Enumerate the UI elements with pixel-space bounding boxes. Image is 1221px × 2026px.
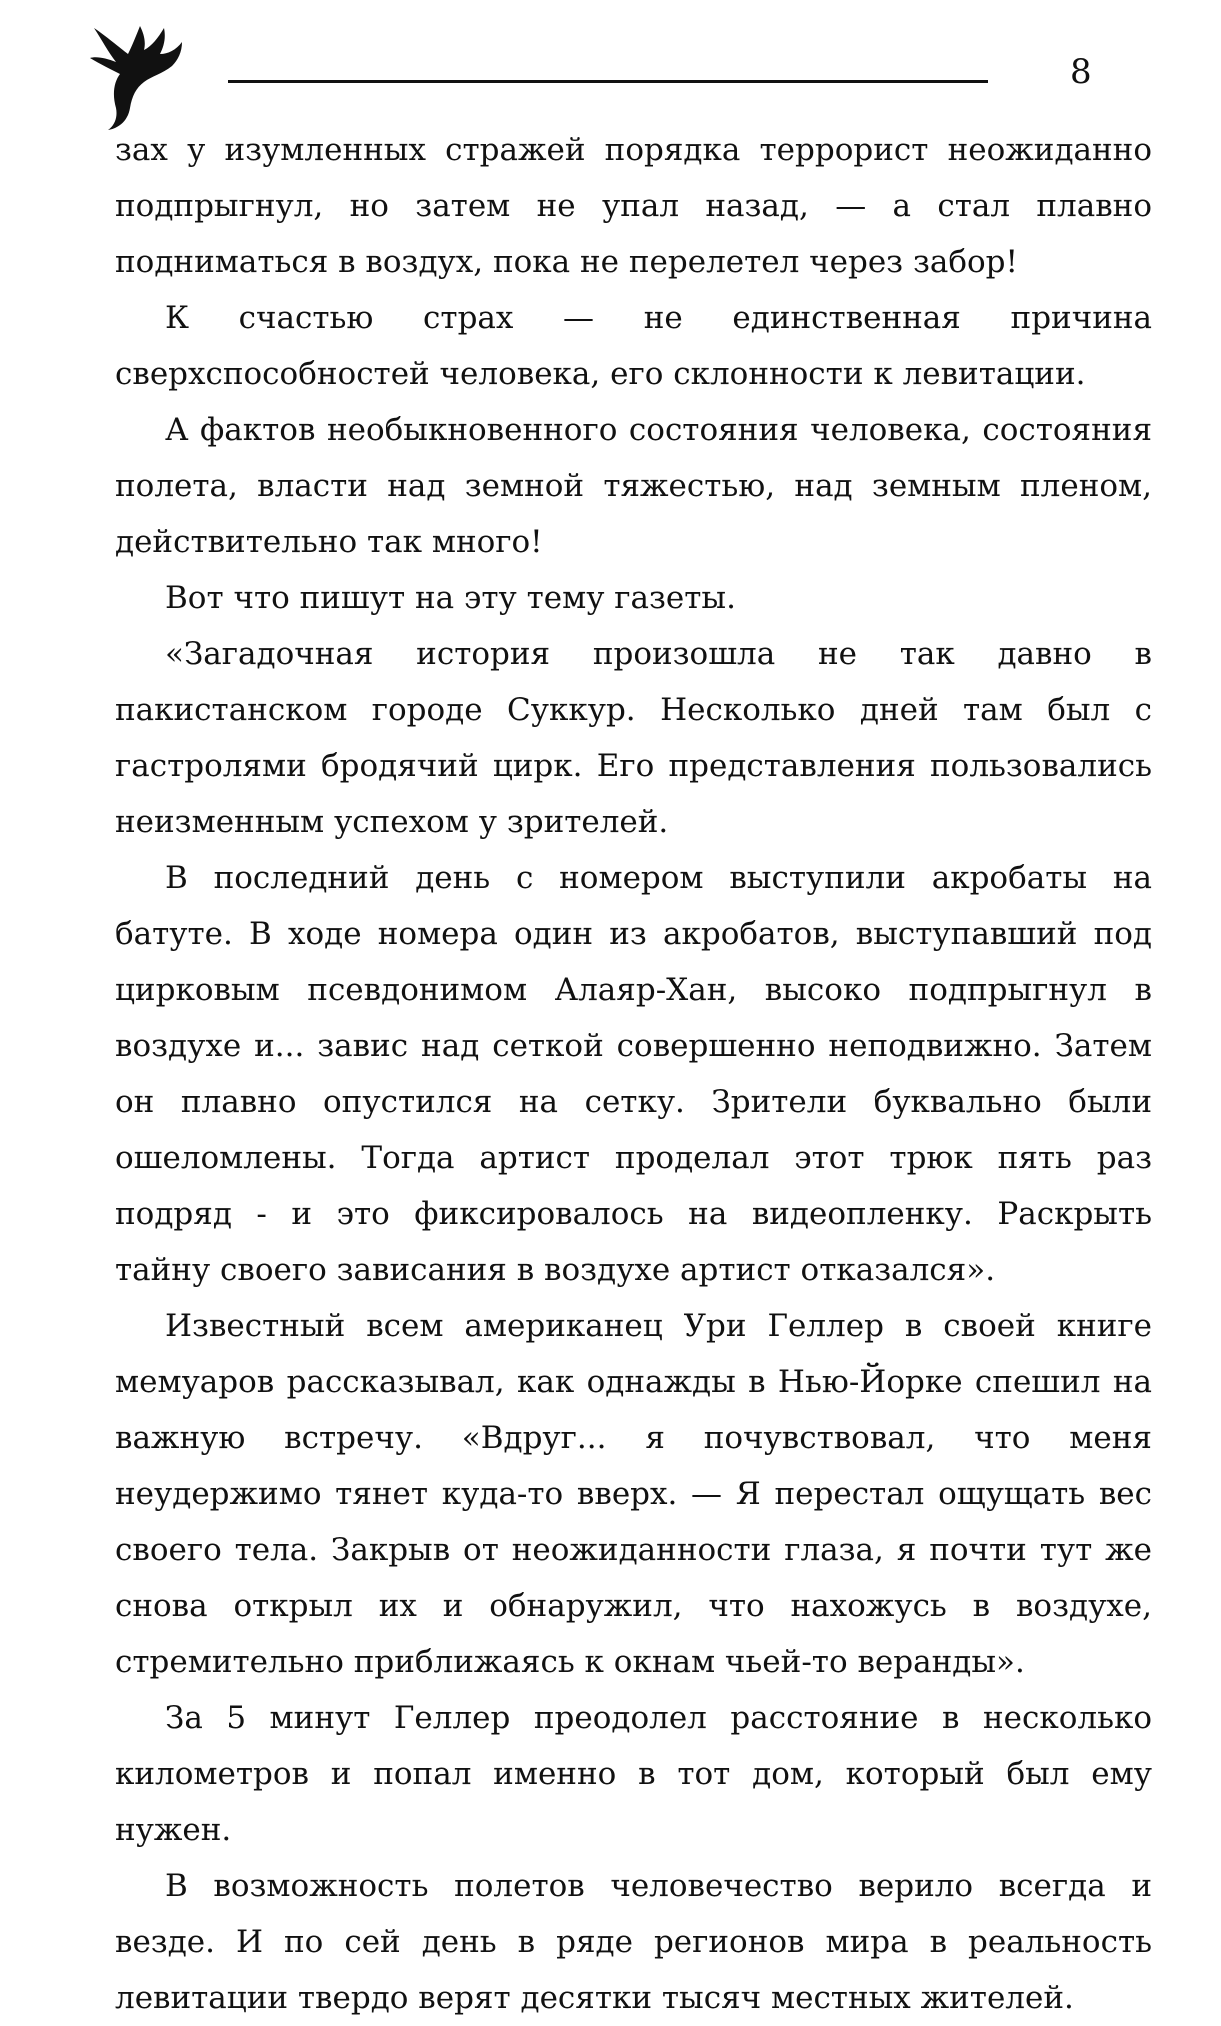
paragraph: За 5 минут Геллер преодолел расстояние в несколько километров и попал именно в тот дом, который был ему нужен.	[115, 1700, 1152, 1848]
paragraph: В последний день с номером выступили акробаты на батуте. В ходе номера один из акробатов, выступавший под цирковым псевдонимом Алаяр-Хан, высоко подпрыгнул в воздухе и... завис над сеткой совершенно неподвижно. Затем он плавно опустился на сетку. Зрители буквально были ошеломлены. Тогда артист проделал этот трюк пять раз подряд - и это фиксировалось на видеопленку. Раскрыть тайну своего зависания в воздухе артист отказался».	[115, 860, 1152, 1288]
paragraph: К счастью страх — не единственная причина сверхспособностей человека, его склонности к левитации.	[115, 300, 1152, 392]
paragraph: Вот что пишут на эту тему газеты.	[165, 580, 736, 616]
header-rule	[228, 80, 988, 83]
bird-emblem-icon	[86, 22, 186, 132]
paragraph: зах у изумленных стражей порядка террорист неожиданно подпрыгнул, но затем не упал назад, — а стал плавно подниматься в воздух, пока не перелетел через забор!	[115, 132, 1152, 280]
paragraph: «Загадочная история произошла не так давно в пакистанском городе Суккур. Несколько дней там был с гастролями бродячий цирк. Его представления пользовались неизменным успехом у зрителей.	[115, 636, 1152, 840]
body-text	[115, 122, 1152, 2026]
paragraph: А фактов необыкновенного состояния человека, состояния полета, власти над земной тяжестью, над земным пленом, действительно так много!	[115, 412, 1152, 560]
paragraph: Известный всем американец Ури Геллер в своей книге мемуаров рассказывал, как однажды в Нью-Йорке спешил на важную встречу. «Вдруг... я почувствовал, что меня неудержимо тянет куда-то вверх. — Я перестал ощущать вес своего тела. Закрыв от неожиданности глаза, я почти тут же снова открыл их и обнаружил, что нахожусь в воздухе, стремительно приближаясь к окнам чьей-то веранды».	[115, 1308, 1152, 1680]
paragraph: В возможность полетов человечество верило всегда и везде. И по сей день в ряде регионов мира в реальность левитации твердо верят десятки тысяч местных жителей.	[115, 1868, 1152, 2016]
page-number: 8	[1070, 52, 1092, 92]
